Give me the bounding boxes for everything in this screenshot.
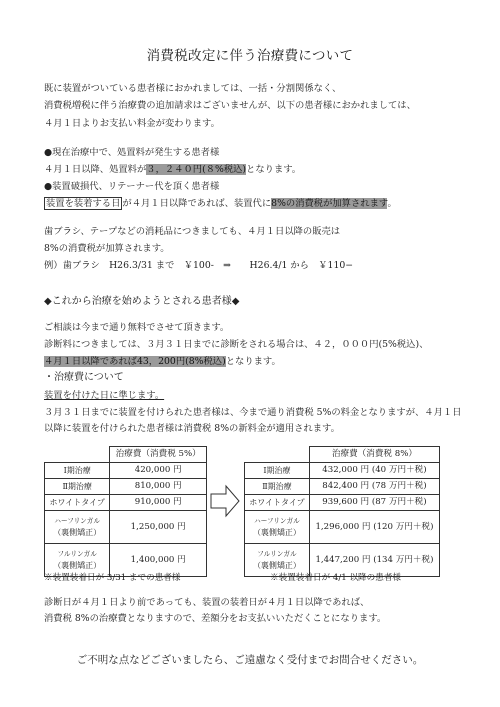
row-value: 939,600 円 (87 万円＋税) (309, 495, 439, 511)
row-label: ホワイトタイプ (45, 495, 110, 511)
diagnosis-fee-post: となります。 (225, 356, 281, 367)
row-value: 810,000 円 (110, 479, 207, 495)
row-value: 1,296,000 円 (120 万円＋税) (309, 511, 439, 544)
treatment-fee-highlight: ３，２４０円(８%税込) (146, 164, 247, 175)
row-value: 842,400 円 (78 万円＋税) (309, 479, 439, 495)
diagnosis-fee-highlight: ４月１日以降であれば43，200円(8%税込) (44, 356, 226, 367)
consumables-example: 例）歯ブラシ H26.3/31 まで ￥100- ⇒ H26.4/1 から ￥110− (44, 260, 354, 271)
table-row (245, 463, 440, 479)
fees-line-1: ３月３１日までに装置を付けられた患者様は、今まで通り消費税 5%の料金となりますが、４月１日 (44, 407, 462, 418)
new-patients-heading: ◆これから治療を始めようとされる患者様◆ (44, 296, 240, 307)
table-row (245, 479, 440, 495)
device-fee-line (44, 198, 397, 210)
row-label: ハーフリンガル (54, 517, 100, 525)
treatment-fee-line (44, 164, 301, 176)
row-label: Ⅰ期治療 (245, 463, 310, 479)
fee-table-5-percent (44, 446, 207, 577)
row-label: ハーフリンガル (254, 517, 300, 525)
row-value: 1,250,000 円 (110, 511, 207, 544)
table-row (45, 511, 207, 544)
consumables-line-1: 歯ブラシ、テープなどの消耗品につきましても、４月１日以降の販売は (44, 226, 341, 237)
closing-line-1: 診断日が４月１日より前であっても、装置の装着日が４月１日以降であれば、 (44, 597, 370, 608)
intro-line-2: 消費税増税に伴う治療費の追加請求はございませんが、以下の患者様におかれましては、 (44, 100, 416, 111)
row-label: Ⅰ期治療 (45, 463, 110, 479)
intro-line-3: ４月１日よりお支払い料金が変わります。 (44, 118, 220, 129)
row-label: フルリンガル (257, 550, 297, 558)
row-label-sub: （裏側矯正） (252, 561, 301, 570)
row-label-sub: （裏側矯正） (252, 528, 301, 537)
device-fee-mid: が４月１日以降であれば、装置代に (122, 198, 272, 209)
page-title: 消費税改定に伴う治療費について (146, 48, 354, 64)
table-header: 治療費（消費税 5%） (110, 447, 207, 463)
row-value: 1,400,000 円 (110, 544, 207, 577)
fees-heading: ・治療費について (44, 372, 124, 383)
table-row (245, 495, 440, 511)
row-label-sub: （裏側矯正） (53, 561, 102, 570)
fees-subheading: 装置を付けた日に準じます。 (44, 390, 165, 401)
table-row (45, 495, 207, 511)
device-date-box: 装置を装着する日 (46, 198, 121, 209)
table-row (245, 511, 440, 544)
left-table-note: ※装置装着日が 3/31 までの患者様 (44, 573, 181, 583)
device-fee-post: 。 (387, 198, 397, 209)
table-header-row (45, 447, 207, 463)
bullet-damage-patients: ●装置破損代、リテーナー代を頂く患者様 (44, 181, 220, 192)
right-table-note: ※装置装着日が 4/1 以降の患者様 (270, 573, 402, 583)
row-label: ホワイトタイプ (245, 495, 310, 511)
table-header: 治療費（消費税 8%） (309, 447, 439, 463)
row-value: 1,447,200 円 (134 万円＋税) (309, 544, 439, 577)
device-fee-highlight: 8%の消費税が加算されます (271, 198, 388, 209)
treatment-fee-post: となります。 (246, 164, 302, 175)
footer-contact-note: ご不明な点などございましたら、ご遠慮なく受付までお問合せください。 (76, 654, 424, 666)
right-arrow-icon (210, 484, 240, 518)
diagnosis-fee-line: 診断料につきましては、３月３１日までに診断をされる場合は、４２，０００円(5%税込)、 (44, 339, 429, 350)
table-header-row (245, 447, 440, 463)
treatment-fee-pre: ４月１日以降、処置料が (44, 164, 147, 175)
bullet-current-patients: ●現在治療中で、処置料が発生する患者様 (44, 147, 220, 158)
row-value: 910,000 円 (110, 495, 207, 511)
consultation-line: ご相談は今まで通り無料でさせて頂きます。 (44, 322, 230, 333)
row-label: Ⅱ期治療 (45, 479, 110, 495)
intro-line-1: 既に装置がついている患者様におかれましては、一括・分割関係なく、 (44, 83, 342, 94)
fee-table-8-percent (244, 446, 440, 577)
row-label: Ⅱ期治療 (245, 479, 310, 495)
table-row (45, 463, 207, 479)
row-value: 432,000 円 (40 万円＋税) (309, 463, 439, 479)
row-label-sub: （裏側矯正） (53, 528, 102, 537)
diagnosis-fee-new-line (44, 356, 281, 368)
row-label: フルリンガル (57, 550, 97, 558)
fees-line-2: 以降に装置を付けられた患者様は消費税 8%の新料金が適用されます。 (44, 423, 340, 434)
consumables-line-2: 8%の消費税が加算されます。 (44, 243, 170, 254)
closing-line-2: 消費税 8%の治療費となりますので、差額分をお支払いいただくことになります。 (44, 613, 387, 624)
row-value: 420,000 円 (110, 463, 207, 479)
table-row (45, 479, 207, 495)
